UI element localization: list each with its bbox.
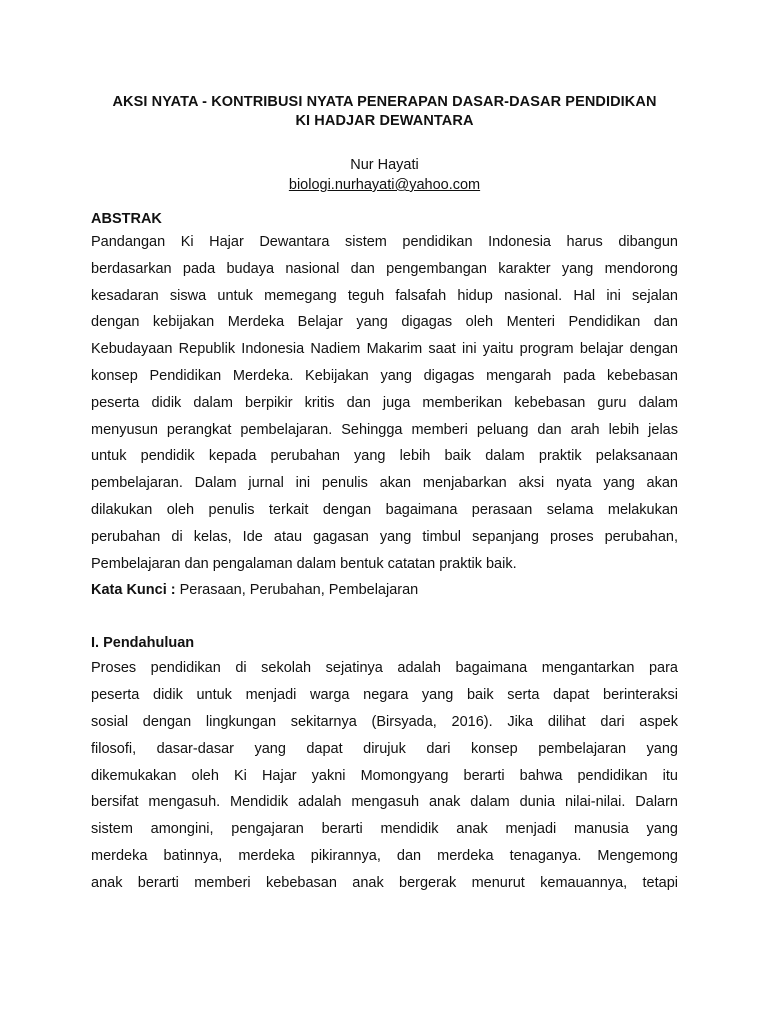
author-name: Nur Hayati [350,157,419,173]
abstract-line: Kebudayaan Republik Indonesia Nadiem Makarim saat ini yaitu program belajar dengan [91,341,678,358]
introduction-line: sistem amongini, pengajaran berarti mendidik anak menjadi manusia yang [91,821,678,838]
document-title [91,93,678,131]
introduction-body [91,655,678,896]
abstract-line: dengan kebijakan Merdeka Belajar yang digagas oleh Menteri Pendidikan dan [91,314,678,331]
abstract-line: peserta didik dalam berpikir kritis dan juga memberikan kebebasan guru dalam [91,394,678,411]
abstract-heading: ABSTRAK [91,211,162,227]
introduction-line: filosofi, dasar-dasar yang dapat dirujuk dari konsep pembelajaran yang [91,740,678,757]
keywords-label: Kata Kunci : [91,582,176,599]
abstract-line: pembelajaran. Dalam jurnal ini penulis akan menjabarkan aksi nyata yang akan [91,475,678,492]
abstract-line: Pembelajaran dan pengalaman dalam bentuk catatan praktik baik. [91,555,517,572]
abstract-body [91,229,678,577]
title-line-2: KI HADJAR DEWANTARA [295,113,474,129]
introduction-heading: I. Pendahuluan [91,635,195,652]
document-page [91,93,678,897]
abstract-line: dilakukan oleh penulis terkait dengan bagaimana perasaan selama melakukan [91,501,678,518]
abstract-line: perubahan di kelas, Ide atau gagasan yang timbul sepanjang proses perubahan, [91,528,678,545]
keywords [91,577,678,603]
title-line-1: AKSI NYATA - KONTRIBUSI NYATA PENERAPAN DASAR-DASAR PENDIDIKAN [112,94,657,110]
introduction-line: bersifat mengasuh. Mendidik adalah mengasuh anak dalam dunia nilai-nilai. Dalarn [91,794,678,811]
introduction-line: merdeka batinnya, merdeka pikirannya, dan merdeka tenaganya. Mengemong [91,847,678,864]
abstract-line: untuk pendidik kepada perubahan yang lebih baik dalam praktik pelaksanaan [91,448,678,465]
introduction-line: peserta didik untuk menjadi warga negara yang baik serta dapat berinteraksi [91,687,678,704]
abstract-line: menyusun perangkat pembelajaran. Sehingga memberi peluang dan arah lebih jelas [91,421,678,438]
abstract-line: konsep Pendidikan Merdeka. Kebijakan yang digagas mengarah pada kebebasan [91,367,678,384]
author-email[interactable]: biologi.nurhayati@yahoo.com [288,177,481,193]
introduction-line: Proses pendidikan di sekolah sejatinya adalah bagaimana mengantarkan para [91,660,678,677]
introduction-line: anak berarti memberi kebebasan anak bergerak menurut kemauannya, tetapi [91,874,678,891]
abstract-line: kesadaran siswa untuk memegang teguh falsafah hidup nasional. Hal ini sejalan [91,287,678,304]
introduction-line: dikemukakan oleh Ki Hajar yakni Momongyang berarti bahwa pendidikan itu [91,767,678,784]
introduction-line: sosial dengan lingkungan sekitarnya (Birsyada, 2016). Jika dilihat dari aspek [91,713,678,730]
abstract-line: Pandangan Ki Hajar Dewantara sistem pendidikan Indonesia harus dibangun [91,234,678,250]
keywords-value: Perasaan, Perubahan, Pembelajaran [175,582,419,599]
abstract-line: berdasarkan pada budaya nasional dan pengembangan karakter yang mendorong [91,260,678,277]
